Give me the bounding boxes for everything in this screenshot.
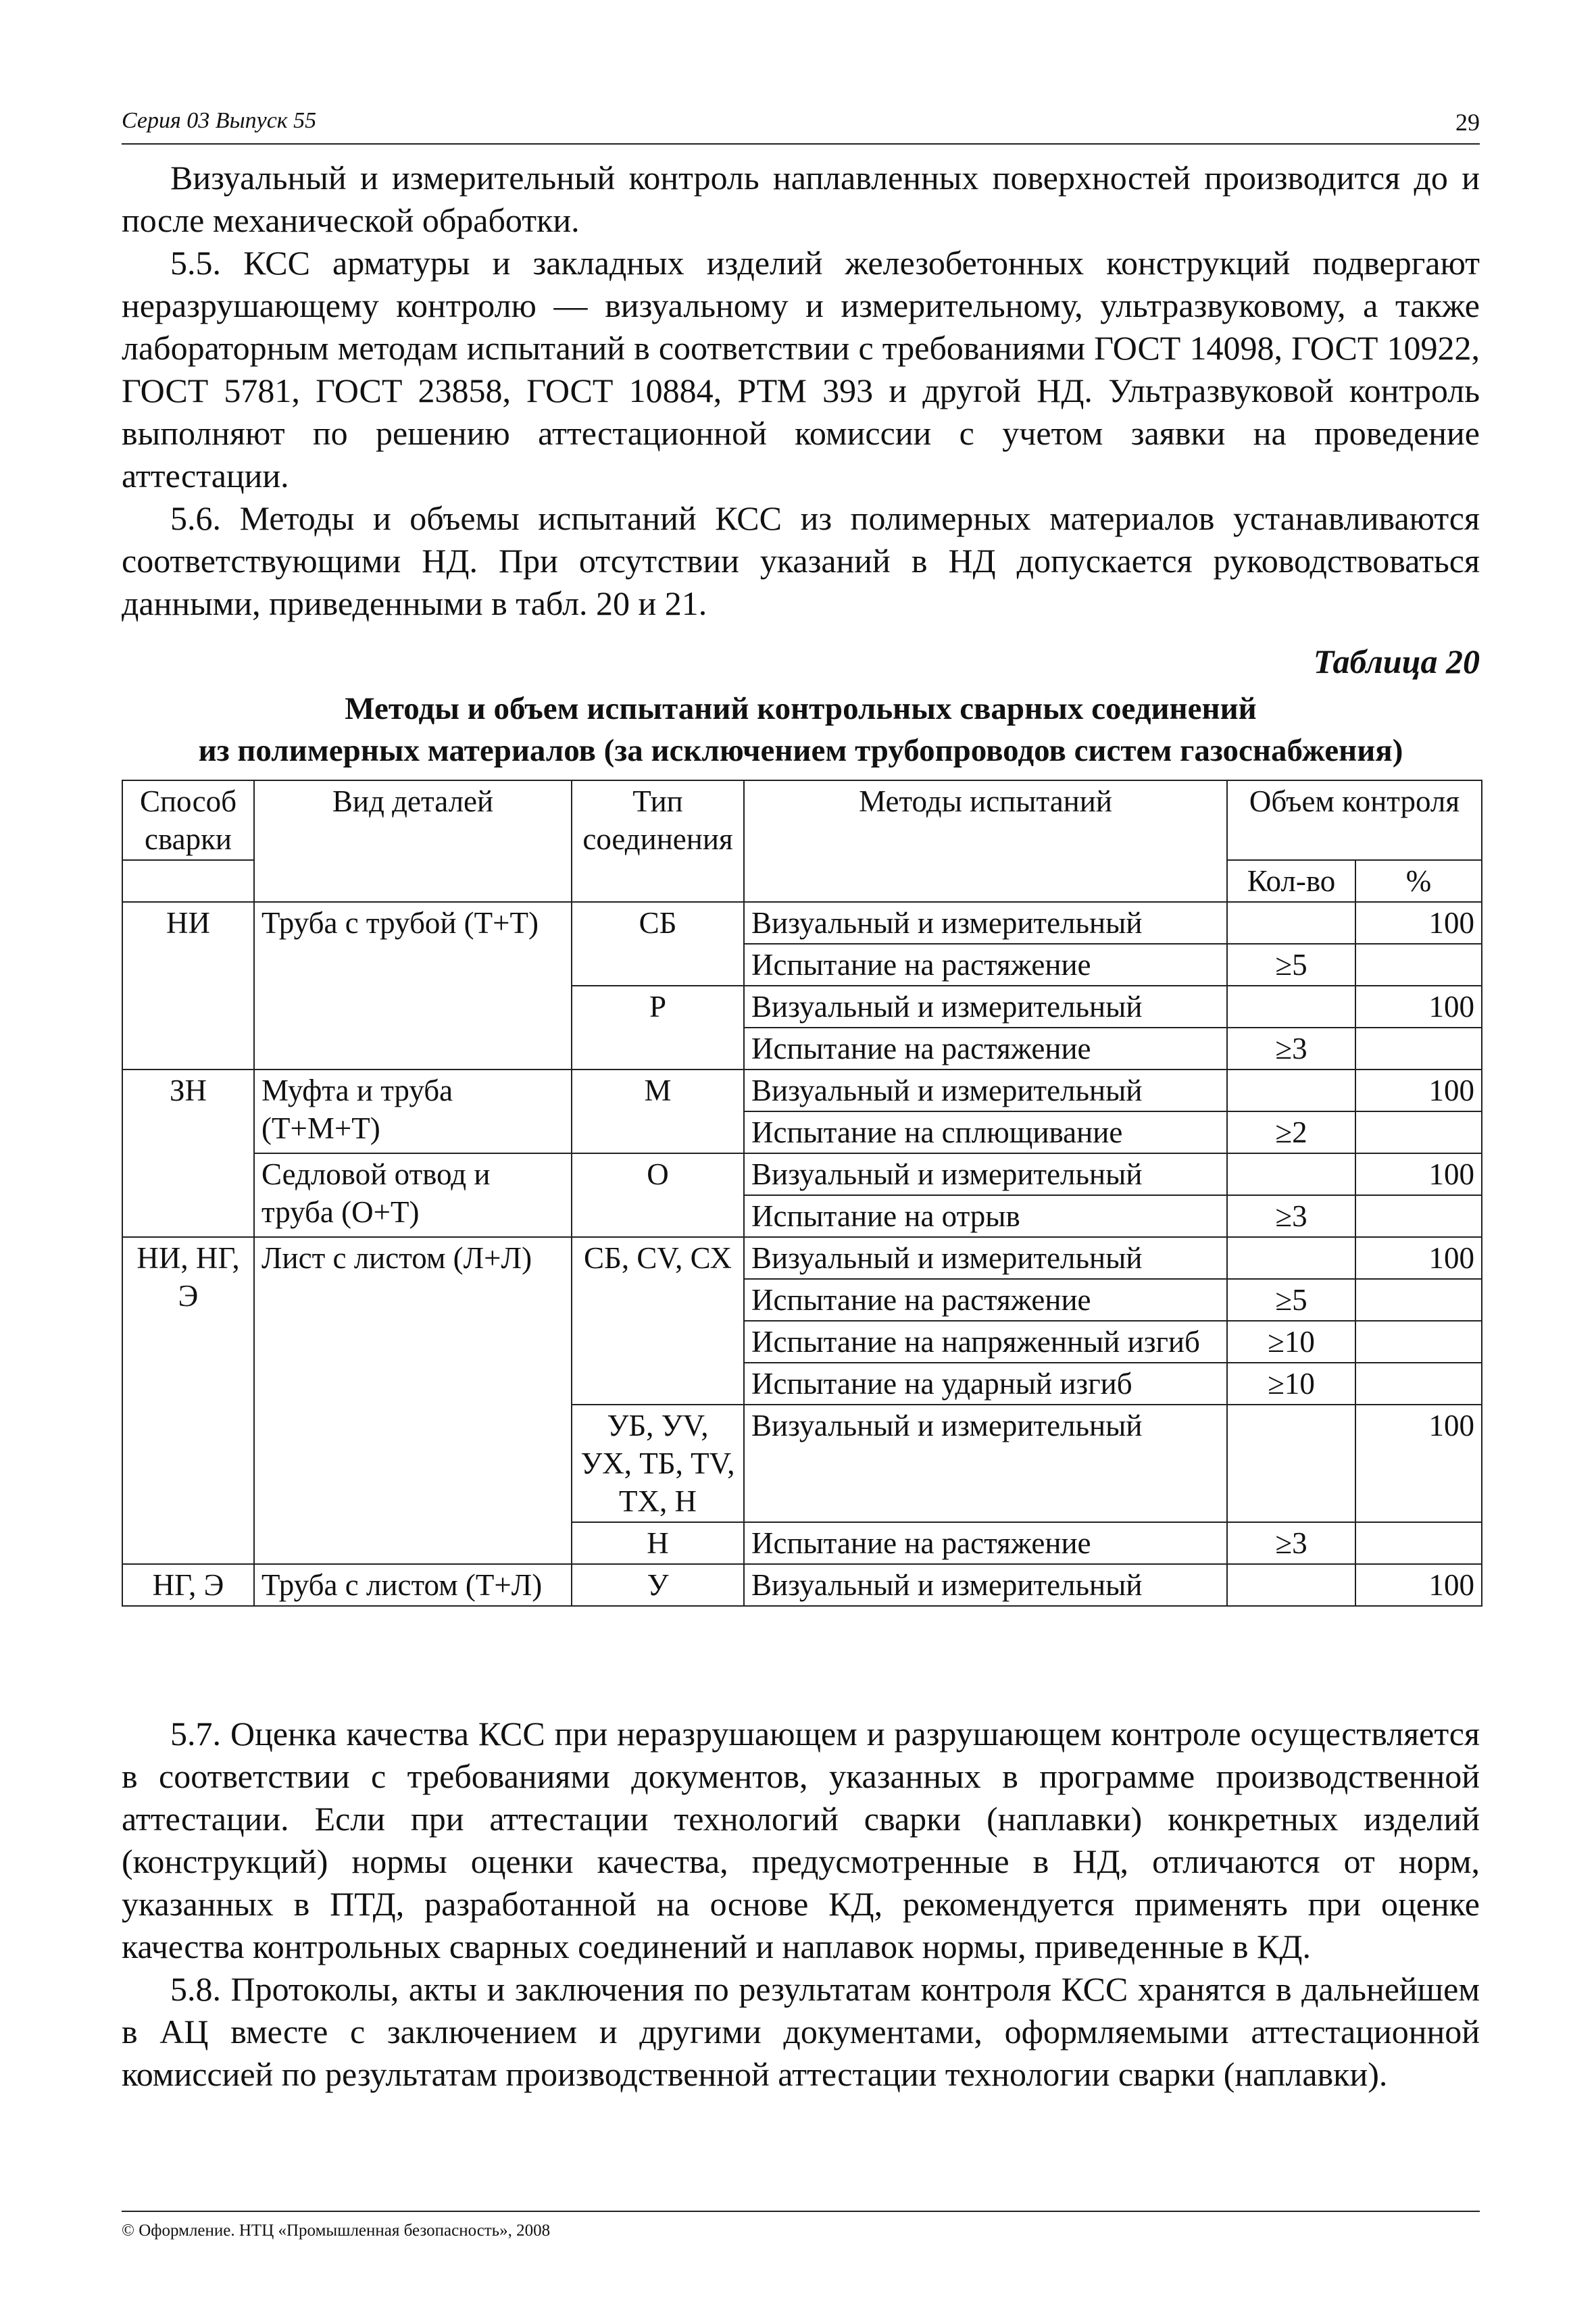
cell-count: ≥5 (1227, 944, 1355, 986)
cell-count (1227, 902, 1355, 944)
header-part: Вид деталей (254, 780, 572, 902)
cell-percent (1355, 1363, 1482, 1405)
cell-test: Испытание на растяжение (744, 1028, 1227, 1070)
cell-test: Визуальный и измерительный (744, 1070, 1227, 1111)
cell-count: ≥5 (1227, 1279, 1355, 1321)
table-header-row (122, 780, 1482, 860)
cell-joint: У (572, 1564, 744, 1606)
cell-joint: СБ (572, 902, 744, 986)
paragraph: Визуальный и измерительный контроль наплавленных поверхностей производится до и после механической обработки. (122, 159, 1480, 239)
header-joint: Тип соединения (572, 780, 744, 902)
cell-percent (1355, 1279, 1482, 1321)
cell-percent: 100 (1355, 1153, 1482, 1195)
methods-table (122, 780, 1482, 1607)
paragraph: 5.7. Оценка качества КСС при неразрушающем и разрушающем контроле осуществляется в соответствии с требованиями документов, указанных в программе производственной аттестации. Если при аттестации технологий сварки (наплавки) конкретных изделий (конструкций) нормы оценки качества, предусмотренные в НД, отличаются от норм, указанных в ПТД, разработанной на основе КД, рекомендуется применять при оценке качества контрольных сварных соединений и наплавок нормы, приведенные в КД. (122, 1715, 1480, 1965)
header-method: Способ сварки (122, 780, 254, 860)
cell-percent (1355, 944, 1482, 986)
cell-test: Визуальный и измерительный (744, 902, 1227, 944)
cell-count: ≥3 (1227, 1195, 1355, 1237)
body-text-bottom (122, 1713, 1480, 2096)
table-title-line: из полимерных материалов (за исключением трубопроводов систем газоснабжения) (198, 733, 1403, 768)
cell-test: Испытание на напряженный изгиб (744, 1321, 1227, 1363)
cell-percent: 100 (1355, 986, 1482, 1028)
cell-count: ≥3 (1227, 1028, 1355, 1070)
cell-method: НИ (122, 902, 254, 1070)
cell-percent: 100 (1355, 1237, 1482, 1279)
cell-part: Труба с листом (Т+Л) (254, 1564, 572, 1606)
cell-method: НИ, НГ, Э (122, 1237, 254, 1564)
cell-joint: СБ, CV, СХ (572, 1237, 744, 1405)
header-count: Кол-во (1227, 860, 1355, 902)
paragraph: 5.8. Протоколы, акты и заключения по результатам контроля КСС хранятся в дальнейшем в АЦ вместе с заключением и другими документами, оформляемыми аттестационной комиссией по результатам производственной аттестации технологии сварки (наплавки). (122, 1970, 1480, 2093)
cell-percent (1355, 1321, 1482, 1363)
cell-part: Муфта и труба (Т+М+Т) (254, 1070, 572, 1153)
paragraph: 5.5. КСС арматуры и закладных изделий железобетонных конструкций подвергают неразрушающему контролю — визуальному и измерительному, ультразвуковому, а также лабораторным методам испытаний в соответствии с требованиями ГОСТ 14098, ГОСТ 10922, ГОСТ 5781, ГОСТ 23858, ГОСТ 10884, РТМ 393 и другой НД. Ультразвуковой контроль выполняют по решению аттестационной комиссии с учетом заявки на проведение аттестации. (122, 244, 1480, 495)
cell-percent (1355, 1028, 1482, 1070)
cell-count (1227, 1153, 1355, 1195)
cell-percent: 100 (1355, 902, 1482, 944)
cell-test: Визуальный и измерительный (744, 1564, 1227, 1606)
cell-method: НГ, Э (122, 1564, 254, 1606)
table-title (122, 688, 1480, 772)
cell-joint: Н (572, 1522, 744, 1564)
cell-test: Визуальный и измерительный (744, 1153, 1227, 1195)
cell-test: Испытание на растяжение (744, 944, 1227, 986)
cell-joint: О (572, 1153, 744, 1237)
cell-part: Седловой отвод и труба (О+Т) (254, 1153, 572, 1237)
cell-part: Лист с листом (Л+Л) (254, 1237, 572, 1564)
paragraph: 5.6. Методы и объемы испытаний КСС из полимерных материалов устанавливаются соответствующими НД. При отсутствии указаний в НД допускается руководствоваться данными, приведенными в табл. 20 и 21. (122, 499, 1480, 622)
header-tests: Методы испытаний (744, 780, 1227, 902)
cell-percent (1355, 1111, 1482, 1153)
table-row (122, 1564, 1482, 1606)
table-row (122, 1237, 1482, 1279)
cell-test: Испытание на ударный изгиб (744, 1363, 1227, 1405)
cell-count (1227, 1405, 1355, 1522)
running-header (122, 108, 1480, 145)
cell-test: Испытание на отрыв (744, 1195, 1227, 1237)
cell-percent (1355, 1195, 1482, 1237)
body-text-top (122, 157, 1480, 625)
cell-method: ЗН (122, 1070, 254, 1237)
cell-count: ≥10 (1227, 1321, 1355, 1363)
cell-count (1227, 1564, 1355, 1606)
cell-test: Визуальный и измерительный (744, 1237, 1227, 1279)
header-percent: % (1355, 860, 1482, 902)
series-label: Серия 03 Выпуск 55 (122, 108, 317, 133)
cell-joint: М (572, 1070, 744, 1153)
copyright-footer: © Оформление. НТЦ «Промышленная безопасность», 2008 (122, 2211, 1480, 2240)
page-number: 29 (1455, 109, 1480, 136)
cell-percent: 100 (1355, 1070, 1482, 1111)
cell-test: Испытание на растяжение (744, 1279, 1227, 1321)
cell-count (1227, 986, 1355, 1028)
cell-percent (1355, 1522, 1482, 1564)
cell-count (1227, 1070, 1355, 1111)
cell-test: Визуальный и измерительный (744, 986, 1227, 1028)
cell-count: ≥10 (1227, 1363, 1355, 1405)
cell-count: ≥3 (1227, 1522, 1355, 1564)
cell-count (1227, 1237, 1355, 1279)
table-title-line: Методы и объем испытаний контрольных сварных соединений (345, 691, 1257, 726)
cell-part: Труба с трубой (Т+Т) (254, 902, 572, 1070)
table-label: Таблица 20 (1313, 643, 1480, 680)
cell-count: ≥2 (1227, 1111, 1355, 1153)
cell-test: Испытание на растяжение (744, 1522, 1227, 1564)
table-row (122, 1070, 1482, 1111)
cell-test: Испытание на сплющивание (744, 1111, 1227, 1153)
table-row (122, 902, 1482, 944)
cell-joint: УБ, УV, УХ, ТБ, TV, ТХ, Н (572, 1405, 744, 1522)
header-volume: Объем контроля (1227, 780, 1482, 860)
cell-percent: 100 (1355, 1564, 1482, 1606)
table-row (122, 1153, 1482, 1195)
cell-percent: 100 (1355, 1405, 1482, 1522)
cell-test: Визуальный и измерительный (744, 1405, 1227, 1522)
cell-joint: Р (572, 986, 744, 1070)
header-method-spacer (122, 860, 254, 902)
